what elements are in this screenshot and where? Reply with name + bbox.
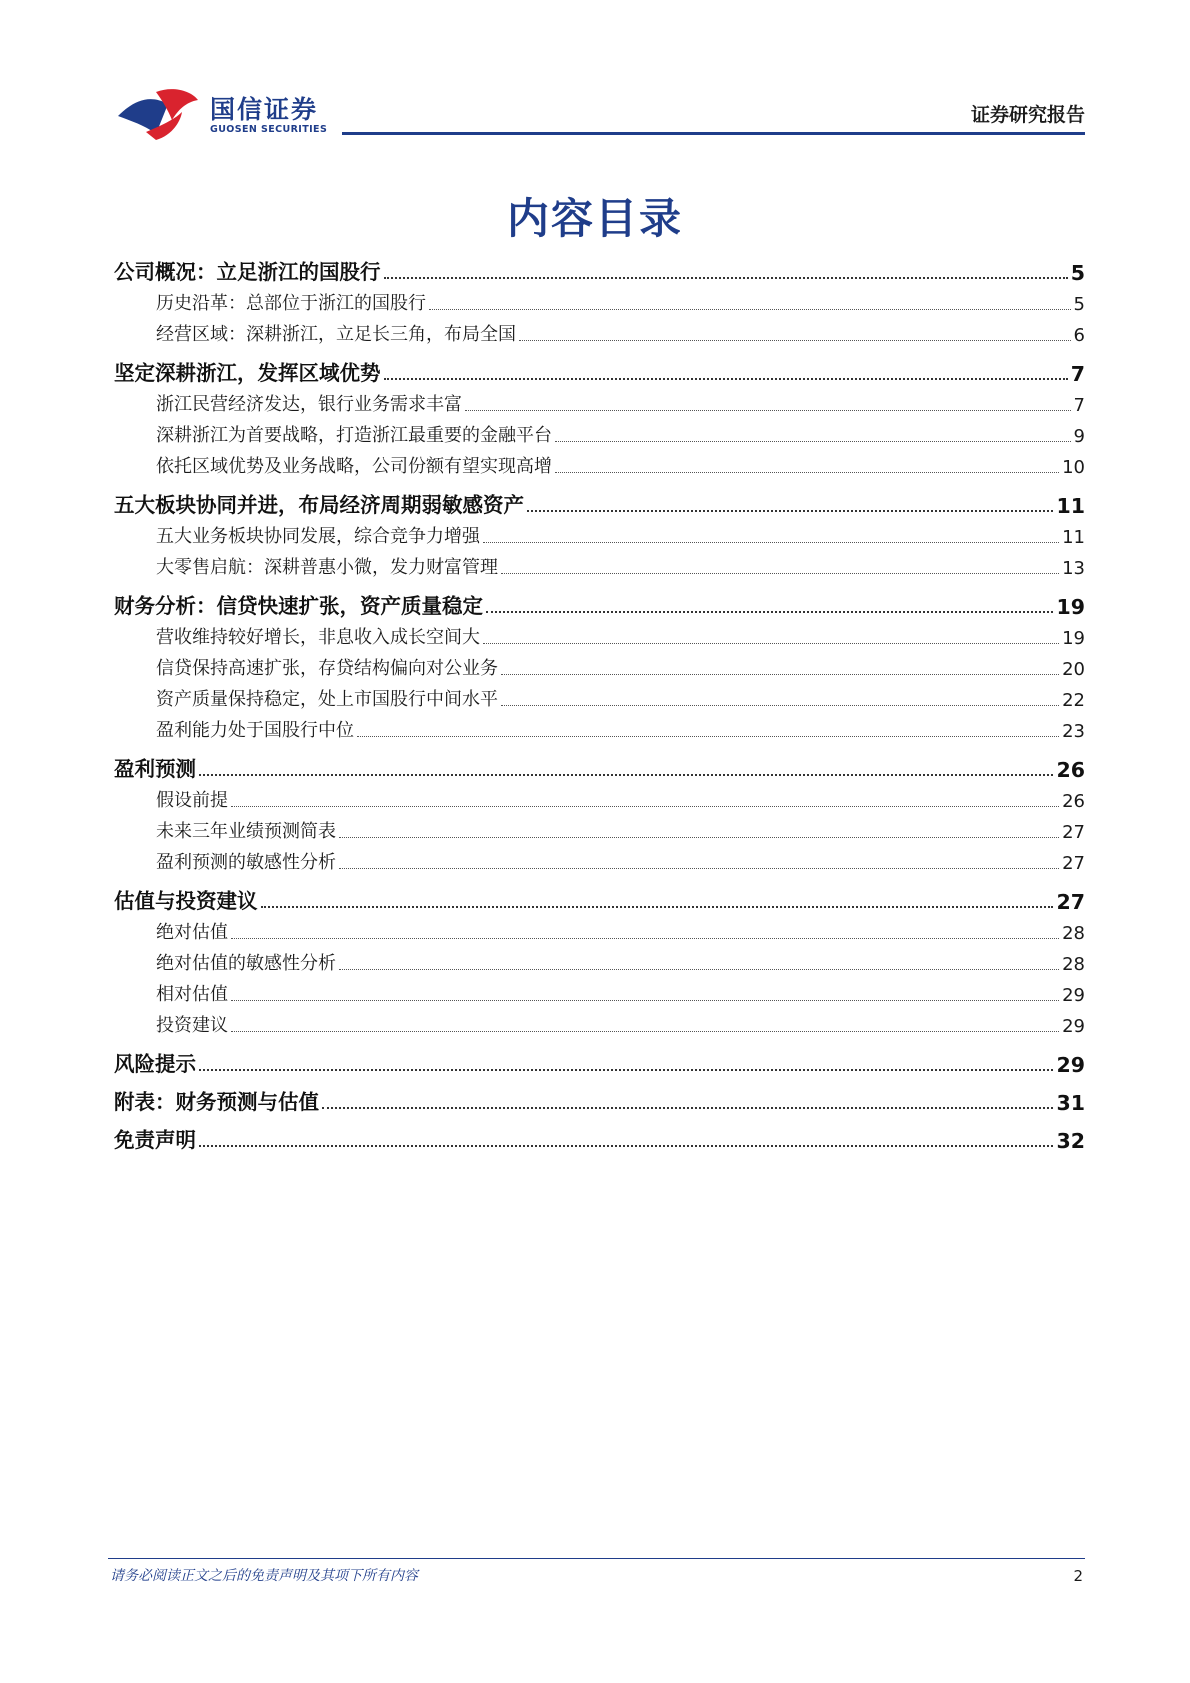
toc-dot-leader bbox=[339, 969, 1059, 970]
toc-entry-title: 假设前提 bbox=[156, 790, 228, 811]
toc-entry-chapter[interactable] bbox=[114, 1047, 1085, 1077]
toc-entry-page: 20 bbox=[1062, 659, 1085, 680]
toc-entry-chapter[interactable] bbox=[114, 488, 1085, 518]
toc-entry-title: 大零售启航：深耕普惠小微，发力财富管理 bbox=[156, 557, 498, 578]
toc-entry-section[interactable] bbox=[156, 918, 1085, 944]
toc-entry-title: 投资建议 bbox=[156, 1015, 228, 1036]
toc-entry-title: 深耕浙江为首要战略，打造浙江最重要的金融平台 bbox=[156, 425, 552, 446]
toc-entry-title: 依托区域优势及业务战略，公司份额有望实现高增 bbox=[156, 456, 552, 477]
toc-dot-leader bbox=[501, 573, 1059, 574]
toc-entry-page: 28 bbox=[1062, 954, 1085, 975]
toc-entry-page: 5 bbox=[1073, 294, 1085, 315]
toc-entry-section[interactable] bbox=[156, 320, 1085, 346]
toc-entry-page: 29 bbox=[1062, 985, 1085, 1006]
toc-entry-title: 浙江民营经济发达，银行业务需求丰富 bbox=[156, 394, 462, 415]
guosen-logo-icon bbox=[116, 86, 200, 140]
toc-entry-page: 7 bbox=[1070, 362, 1085, 386]
toc-dot-leader bbox=[384, 277, 1068, 279]
toc-entry-page: 29 bbox=[1062, 1016, 1085, 1037]
toc-dot-leader bbox=[429, 309, 1071, 310]
toc-entry-title: 绝对估值的敏感性分析 bbox=[156, 953, 336, 974]
toc-entry-section[interactable] bbox=[156, 553, 1085, 579]
toc-entry-page: 27 bbox=[1062, 822, 1085, 843]
toc-entry-page: 23 bbox=[1062, 721, 1085, 742]
toc-entry-page: 22 bbox=[1062, 690, 1085, 711]
footer-divider bbox=[108, 1558, 1085, 1559]
toc-entry-section[interactable] bbox=[156, 716, 1085, 742]
toc-dot-leader bbox=[231, 1000, 1059, 1001]
toc-entry-chapter[interactable] bbox=[114, 589, 1085, 619]
toc-entry-title: 免责声明 bbox=[114, 1128, 196, 1152]
toc-entry-section[interactable] bbox=[156, 980, 1085, 1006]
toc-entry-page: 28 bbox=[1062, 923, 1085, 944]
toc-entry-section[interactable] bbox=[156, 949, 1085, 975]
toc-entry-chapter[interactable] bbox=[114, 255, 1085, 285]
page-number: 2 bbox=[1073, 1567, 1083, 1585]
toc-entry-title: 盈利预测 bbox=[114, 757, 196, 781]
toc-dot-leader bbox=[483, 542, 1059, 543]
toc-dot-leader bbox=[231, 938, 1059, 939]
toc-entry-section[interactable] bbox=[156, 654, 1085, 680]
logo-english-name: GUOSEN SECURITIES bbox=[210, 124, 328, 135]
toc-dot-leader bbox=[527, 510, 1053, 512]
toc-entry-chapter[interactable] bbox=[114, 884, 1085, 914]
toc-entry-title: 历史沿革：总部位于浙江的国股行 bbox=[156, 293, 426, 314]
company-logo bbox=[116, 86, 336, 142]
toc-entry-title: 经营区域：深耕浙江，立足长三角，布局全国 bbox=[156, 324, 516, 345]
toc-dot-leader bbox=[555, 472, 1059, 473]
toc-dot-leader bbox=[231, 806, 1059, 807]
toc-dot-leader bbox=[555, 441, 1071, 442]
toc-title: 内容目录 bbox=[506, 194, 683, 243]
toc-entry-section[interactable] bbox=[156, 685, 1085, 711]
toc-entry-title: 相对估值 bbox=[156, 984, 228, 1005]
toc-dot-leader bbox=[231, 1031, 1059, 1032]
toc-entry-section[interactable] bbox=[156, 1011, 1085, 1037]
toc-dot-leader bbox=[486, 611, 1053, 613]
toc-entry-title: 附表：财务预测与估值 bbox=[114, 1090, 319, 1114]
page-header bbox=[0, 0, 1190, 140]
toc-entry-title: 营收维持较好增长，非息收入成长空间大 bbox=[156, 627, 480, 648]
report-type-label: 证券研究报告 bbox=[970, 104, 1085, 126]
toc-entry-page: 6 bbox=[1073, 325, 1085, 346]
toc-dot-leader bbox=[199, 774, 1053, 776]
toc-entry-title: 五大板块协同并进，布局经济周期弱敏感资产 bbox=[114, 493, 524, 517]
toc-entry-chapter[interactable] bbox=[114, 752, 1085, 782]
toc-entry-page: 26 bbox=[1056, 758, 1085, 782]
toc-entry-section[interactable] bbox=[156, 623, 1085, 649]
toc-entry-title: 盈利能力处于国股行中位 bbox=[156, 720, 354, 741]
toc-dot-leader bbox=[199, 1145, 1053, 1147]
toc-entry-chapter[interactable] bbox=[114, 1085, 1085, 1115]
toc-entry-section[interactable] bbox=[156, 817, 1085, 843]
toc-entry-title: 未来三年业绩预测简表 bbox=[156, 821, 336, 842]
toc-entry-section[interactable] bbox=[156, 421, 1085, 447]
toc-dot-leader bbox=[384, 378, 1068, 380]
toc-entry-title: 坚定深耕浙江，发挥区域优势 bbox=[114, 361, 381, 385]
toc-entry-page: 5 bbox=[1070, 261, 1085, 285]
toc-dot-leader bbox=[465, 410, 1071, 411]
toc-entry-section[interactable] bbox=[156, 452, 1085, 478]
toc-entry-page: 7 bbox=[1073, 395, 1085, 416]
header-divider bbox=[342, 132, 1085, 135]
toc-entry-page: 29 bbox=[1056, 1053, 1085, 1077]
toc-entry-page: 19 bbox=[1062, 628, 1085, 649]
toc-entry-title: 财务分析：信贷快速扩张，资产质量稳定 bbox=[114, 594, 483, 618]
toc-entry-section[interactable] bbox=[156, 289, 1085, 315]
toc-entry-page: 32 bbox=[1056, 1129, 1085, 1153]
toc-dot-leader bbox=[501, 705, 1059, 706]
toc-entry-section[interactable] bbox=[156, 390, 1085, 416]
toc-entry-page: 11 bbox=[1056, 494, 1085, 518]
toc-entry-page: 10 bbox=[1062, 457, 1085, 478]
toc-dot-leader bbox=[357, 736, 1059, 737]
logo-chinese-name: 国信证券 bbox=[210, 95, 319, 124]
toc-entry-title: 估值与投资建议 bbox=[114, 889, 258, 913]
toc-dot-leader bbox=[483, 643, 1059, 644]
toc-entry-page: 27 bbox=[1056, 890, 1085, 914]
toc-entry-page: 11 bbox=[1062, 527, 1085, 548]
toc-entry-chapter[interactable] bbox=[114, 356, 1085, 386]
toc-entry-page: 13 bbox=[1062, 558, 1085, 579]
toc-entry-section[interactable] bbox=[156, 786, 1085, 812]
toc-entry-title: 公司概况：立足浙江的国股行 bbox=[114, 260, 381, 284]
toc-entry-section[interactable] bbox=[156, 848, 1085, 874]
toc-entry-page: 19 bbox=[1056, 595, 1085, 619]
toc-entry-page: 31 bbox=[1056, 1091, 1085, 1115]
toc-entry-title: 信贷保持高速扩张，存贷结构偏向对公业务 bbox=[156, 658, 498, 679]
toc-entry-page: 27 bbox=[1062, 853, 1085, 874]
toc-dot-leader bbox=[322, 1107, 1053, 1109]
toc-entry-page: 9 bbox=[1073, 426, 1085, 447]
toc-entry-title: 风险提示 bbox=[114, 1052, 196, 1076]
toc-entry-chapter[interactable] bbox=[114, 1123, 1085, 1153]
toc-entry-page: 26 bbox=[1062, 791, 1085, 812]
toc-entry-title: 资产质量保持稳定，处上市国股行中间水平 bbox=[156, 689, 498, 710]
toc-dot-leader bbox=[339, 868, 1059, 869]
toc-entry-title: 五大业务板块协同发展，综合竞争力增强 bbox=[156, 526, 480, 547]
toc-entry-section[interactable] bbox=[156, 522, 1085, 548]
toc-dot-leader bbox=[501, 674, 1059, 675]
toc-dot-leader bbox=[261, 906, 1054, 908]
toc-dot-leader bbox=[519, 340, 1071, 341]
toc-dot-leader bbox=[339, 837, 1059, 838]
toc-dot-leader bbox=[199, 1069, 1053, 1071]
toc-entry-title: 绝对估值 bbox=[156, 922, 228, 943]
disclaimer-note: 请务必阅读正文之后的免责声明及其项下所有内容 bbox=[110, 1568, 418, 1584]
toc-entry-title: 盈利预测的敏感性分析 bbox=[156, 852, 336, 873]
